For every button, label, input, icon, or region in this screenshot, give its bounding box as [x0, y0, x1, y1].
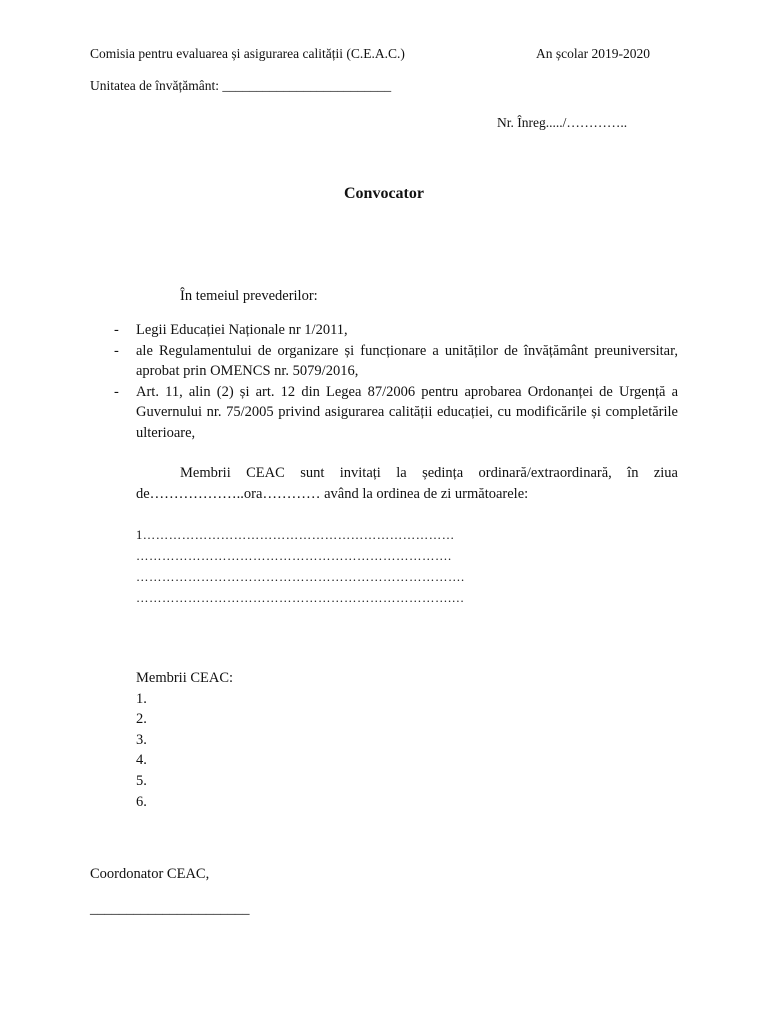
school-year: An școlar 2019-2020 [536, 46, 650, 61]
commission-name: Comisia pentru evaluarea și asigurarea calității (C.E.A.C.) [90, 46, 405, 61]
agenda-line: …………………………………………………………………. [136, 570, 465, 584]
provision-item: - Legii Educației Naționale nr 1/2011, [114, 320, 678, 341]
provisions-list [114, 320, 678, 443]
school-unit-field: Unitatea de învățământ: _________________________ [90, 78, 392, 93]
document-title: Convocator [344, 185, 424, 202]
member-number: 4. [136, 752, 147, 769]
member-number: 5. [136, 772, 147, 789]
agenda-line: ……………………………………………………………….… [136, 591, 465, 605]
signature-line: ______________________ [90, 901, 250, 917]
legal-basis-intro: În temeiul prevederilor: [180, 288, 318, 304]
agenda-line: 1……………………………………………………………… [136, 528, 455, 542]
invitation-paragraph: Membrii CEAC sunt invitați la ședința ordinară/extraordinară, în ziua de………………..ora………… având la ordinea de zi următoarele: [136, 465, 678, 502]
member-number: 6. [136, 793, 147, 810]
agenda-lines [136, 525, 465, 609]
provision-item: - Art. 11, alin (2) și art. 12 din Legea 87/2006 pentru aprobarea Ordonanței de Urgență a Guvernului nr. 75/2005 privind asigurarea calității educației, cu modificările și completările ulterioare, [114, 382, 678, 444]
agenda-line: ………………………………………………………………. [136, 549, 452, 563]
provision-item: - ale Regulamentului de organizare și funcționare a unităților de învățământ preuniversitar, aprobat prin OMENCS nr. 5079/2016, [114, 341, 678, 382]
member-number: 3. [136, 731, 147, 748]
members-label: Membrii CEAC: [136, 670, 234, 686]
member-number: 1. [136, 690, 147, 707]
members-section [136, 668, 233, 812]
registration-number: Nr. Înreg...../………….. [497, 115, 628, 130]
member-number: 2. [136, 711, 147, 728]
coordinator-label: Coordonator CEAC, [90, 866, 210, 882]
